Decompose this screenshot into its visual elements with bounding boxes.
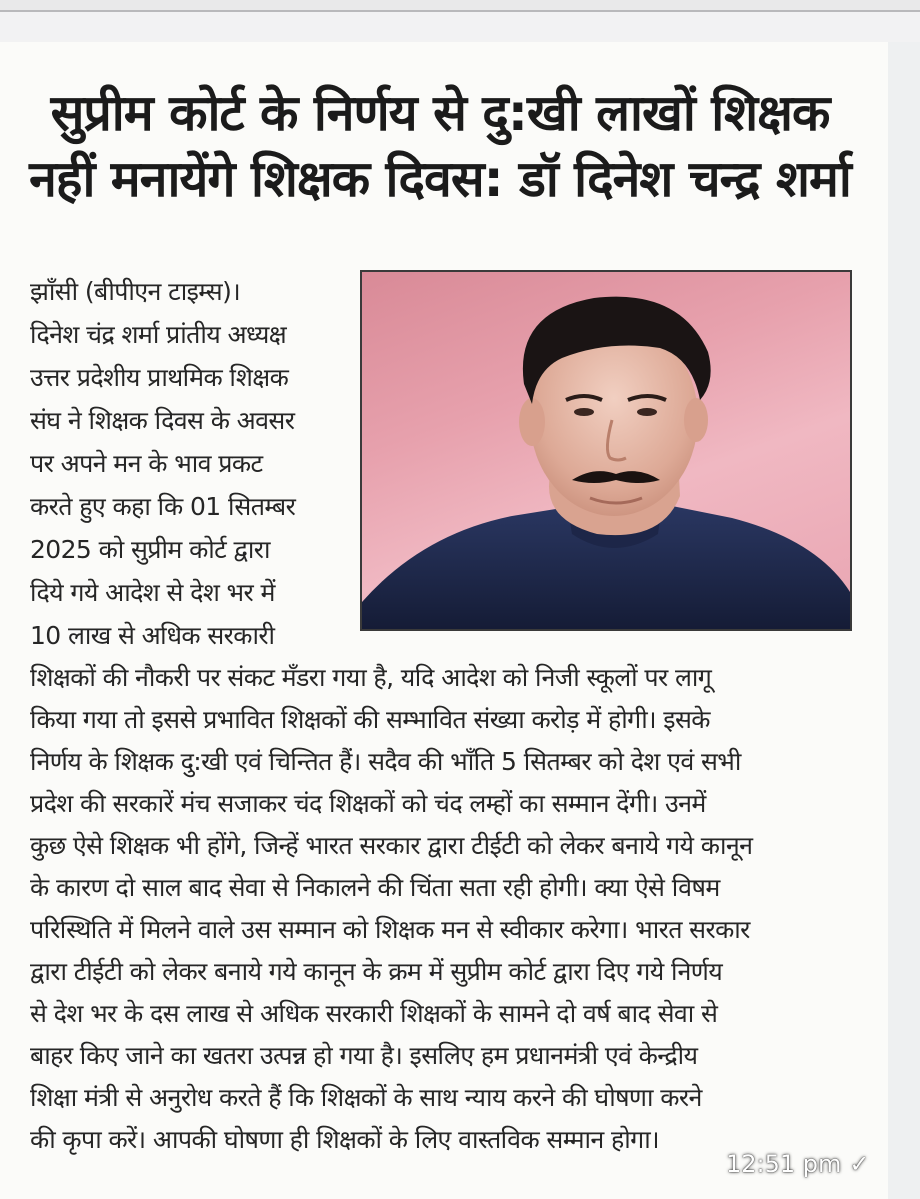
headline-line-1: सुप्रीम कोर्ट के निर्णय से दु:खी लाखों शिक्षक bbox=[50, 84, 830, 142]
article-line: निर्णय के शिक्षक दु:खी एवं चिन्तित हैं। सदैव की भाँति 5 सितम्बर को देश एवं सभी bbox=[30, 747, 741, 776]
article-line: 10 लाख से अधिक सरकारी bbox=[30, 621, 275, 650]
article-line: द्वारा टीईटी को लेकर बनाये गये कानून के क्रम में सुप्रीम कोर्ट द्वारा दिए गये निर्णय bbox=[30, 957, 723, 986]
top-divider bbox=[0, 0, 920, 12]
article-line: 2025 को सुप्रीम कोर्ट द्वारा bbox=[30, 535, 270, 564]
article-body bbox=[30, 657, 865, 1161]
article-line: शिक्षा मंत्री से अनुरोध करते हैं कि शिक्षकों के साथ न्याय करने की घोषणा करने bbox=[30, 1083, 702, 1112]
article-line: शिक्षकों की नौकरी पर संकट मँडरा गया है, यदि आदेश को निजी स्कूलों पर लागू bbox=[30, 663, 712, 692]
article-line: दिये गये आदेश से देश भर में bbox=[30, 578, 275, 607]
portrait-illustration bbox=[362, 272, 850, 629]
article-line: करते हुए कहा कि 01 सितम्बर bbox=[30, 492, 296, 521]
article-line: बाहर किए जाने का खतरा उत्पन्न हो गया है। इसलिए हम प्रधानमंत्री एवं केन्द्रीय bbox=[30, 1041, 698, 1070]
article-line: की कृपा करें। आपकी घोषणा ही शिक्षकों के लिए वास्तविक सम्मान होगा। bbox=[30, 1125, 659, 1154]
right-margin bbox=[888, 42, 920, 1199]
headline bbox=[10, 80, 870, 212]
article-line: पर अपने मन के भाव प्रकट bbox=[30, 449, 263, 478]
article-line: परिस्थिति में मिलने वाले उस सम्मान को शिक्षक मन से स्वीकार करेगा। भारत सरकार bbox=[30, 915, 750, 944]
article-line: प्रदेश की सरकारें मंच सजाकर चंद शिक्षकों को चंद लम्हों का सम्मान देंगी। उनमें bbox=[30, 789, 706, 818]
portrait-photo bbox=[360, 270, 852, 631]
article-line: उत्तर प्रदेशीय प्राथमिक शिक्षक bbox=[30, 363, 289, 392]
top-background bbox=[0, 12, 920, 42]
message-timestamp bbox=[726, 1150, 870, 1178]
article-line: कुछ ऐसे शिक्षक भी होंगे, जिन्हें भारत सरकार द्वारा टीईटी को लेकर बनाये गये कानून bbox=[30, 831, 753, 860]
article-intro-column bbox=[30, 270, 346, 657]
article-line: किया गया तो इससे प्रभावित शिक्षकों की सम्भावित संख्या करोड़ में होगी। इसके bbox=[30, 705, 710, 734]
article-line: झाँसी (बीपीएन टाइम्स)। bbox=[30, 277, 241, 306]
newspaper-clipping bbox=[0, 42, 888, 1199]
read-check-icon: ✓ bbox=[849, 1150, 870, 1178]
article-line: दिनेश चंद्र शर्मा प्रांतीय अध्यक्ष bbox=[30, 320, 287, 349]
timestamp-time: 12:51 pm bbox=[726, 1150, 842, 1178]
article-line: से देश भर के दस लाख से अधिक सरकारी शिक्षकों के सामने दो वर्ष बाद सेवा से bbox=[30, 999, 718, 1028]
article-line: संघ ने शिक्षक दिवस के अवसर bbox=[30, 406, 295, 435]
article-line: के कारण दो साल बाद सेवा से निकालने की चिंता सता रही होगी। क्या ऐसे विषम bbox=[30, 873, 720, 902]
headline-line-2: नहीं मनायेंगे शिक्षक दिवस: डॉ दिनेश चन्द्र शर्मा bbox=[29, 150, 851, 208]
